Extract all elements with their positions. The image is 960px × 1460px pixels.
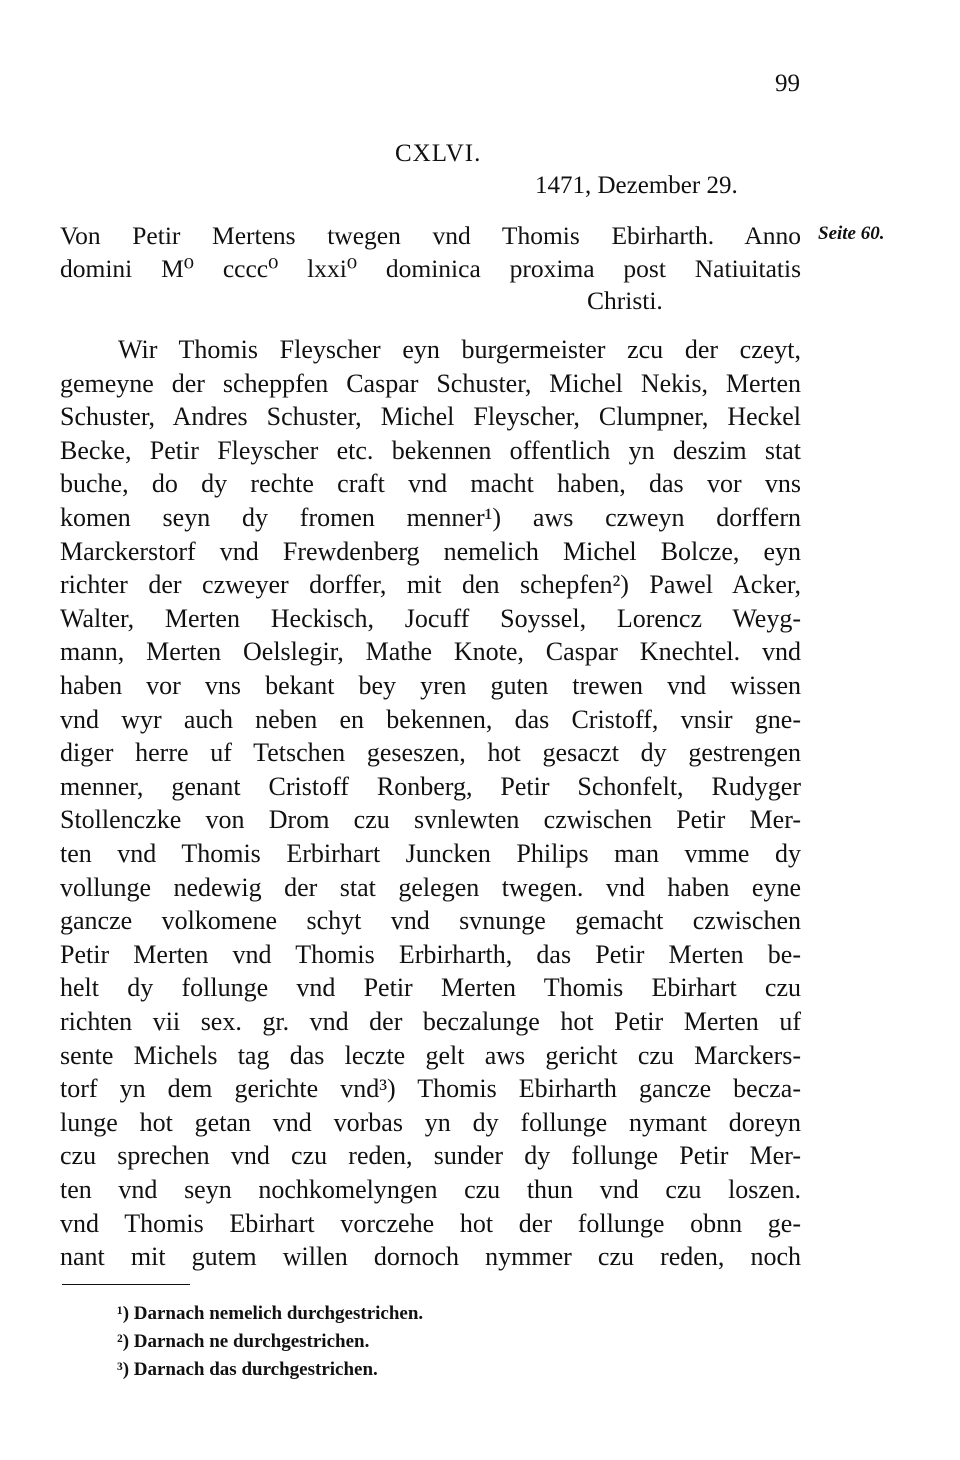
body-line: Becke, Petir Fleyscher etc. bekennen offentlich yn deszim stat	[60, 435, 801, 465]
footnote: ¹) Darnach nemelich durchgestrichen.	[117, 1303, 424, 1324]
regest-line: Von Petir Mertens twegen vnd Thomis Ebirharth. Anno	[60, 221, 801, 250]
body-line: Walter, Merten Heckisch, Jocuff Soyssel, Lorencz Weyg-	[60, 603, 801, 633]
body-line: haben vor vns bekant bey yren guten trewen vnd wissen	[60, 671, 801, 700]
body-line: vnd wyr auch neben en bekennen, das Cristoff, vnsir gne-	[60, 704, 801, 734]
body-line: vollunge nedewig der stat gelegen twegen. vnd haben eyne	[60, 872, 801, 902]
body-line: Wir Thomis Fleyscher eyn burgermeister zcu der czeyt,	[118, 335, 801, 364]
body-line: ten vnd Thomis Erbirhart Juncken Philips man vmme dy	[60, 839, 801, 868]
document-number: CXLVI.	[395, 140, 482, 167]
body-line: torf yn dem gerichte vnd³) Thomis Ebirharth gancze becza-	[60, 1074, 801, 1104]
regest-line: domini M⁰ cccc⁰ lxxi⁰ dominica proxima post Natiuitatis	[60, 254, 801, 283]
body-line: richten vii sex. gr. vnd der beczalunge hot Petir Merten uf	[60, 1007, 801, 1036]
body-line: ten vnd seyn nochkomelyngen czu thun vnd czu loszen.	[60, 1175, 801, 1204]
footnote: ³) Darnach das durchgestrichen.	[117, 1359, 378, 1380]
body-line: sente Michels tag das leczte gelt aws gericht czu Marckers-	[60, 1040, 801, 1070]
body-line: Petir Merten vnd Thomis Erbirharth, das Petir Merten be-	[60, 939, 801, 969]
footnote-divider	[62, 1284, 190, 1285]
body-line: mann, Merten Oelslegir, Mathe Knote, Caspar Knechtel. vnd	[60, 637, 801, 667]
regest-line: Christi.	[587, 286, 663, 315]
body-line: helt dy follunge vnd Petir Merten Thomis Ebirhart czu	[60, 973, 801, 1003]
footnote: ²) Darnach ne durchgestrichen.	[117, 1331, 370, 1352]
body-line: Schuster, Andres Schuster, Michel Fleyscher, Clumpner, Heckel	[60, 402, 801, 432]
body-line: richter der czweyer dorffer, mit den schepfen²) Pawel Acker,	[60, 570, 801, 600]
body-line: gemeyne der scheppfen Caspar Schuster, Michel Nekis, Merten	[60, 368, 801, 398]
body-line: lunge hot getan vnd vorbas yn dy follunge nymant doreyn	[60, 1107, 801, 1137]
body-line: Marckerstorf vnd Frewdenberg nemelich Michel Bolcze, eyn	[60, 536, 801, 566]
body-line: czu sprechen vnd czu reden, sunder dy follunge Petir Mer-	[60, 1141, 801, 1171]
body-line: diger herre uf Tetschen geseszen, hot gesaczt dy gestrengen	[60, 738, 801, 768]
body-line: Stollenczke von Drom czu svnlewten czwischen Petir Mer-	[60, 805, 801, 835]
body-line: menner, genant Cristoff Ronberg, Petir Schonfelt, Rudyger	[60, 771, 801, 801]
document-date: 1471, Dezember 29.	[535, 172, 738, 199]
margin-note: Seite 60.	[818, 223, 885, 244]
body-line: nant mit gutem willen dornoch nymmer czu reden, noch	[60, 1242, 801, 1272]
body-line: komen seyn dy fromen menner¹) aws czweyn dorffern	[60, 503, 801, 532]
body-line: buche, do dy rechte craft vnd macht haben, das vor vns	[60, 469, 801, 499]
body-line: vnd Thomis Ebirhart vorczehe hot der follunge obnn ge-	[60, 1208, 801, 1238]
page-number: 99	[775, 70, 800, 97]
body-line: gancze volkomene schyt vnd svnunge gemacht czwischen	[60, 906, 801, 936]
